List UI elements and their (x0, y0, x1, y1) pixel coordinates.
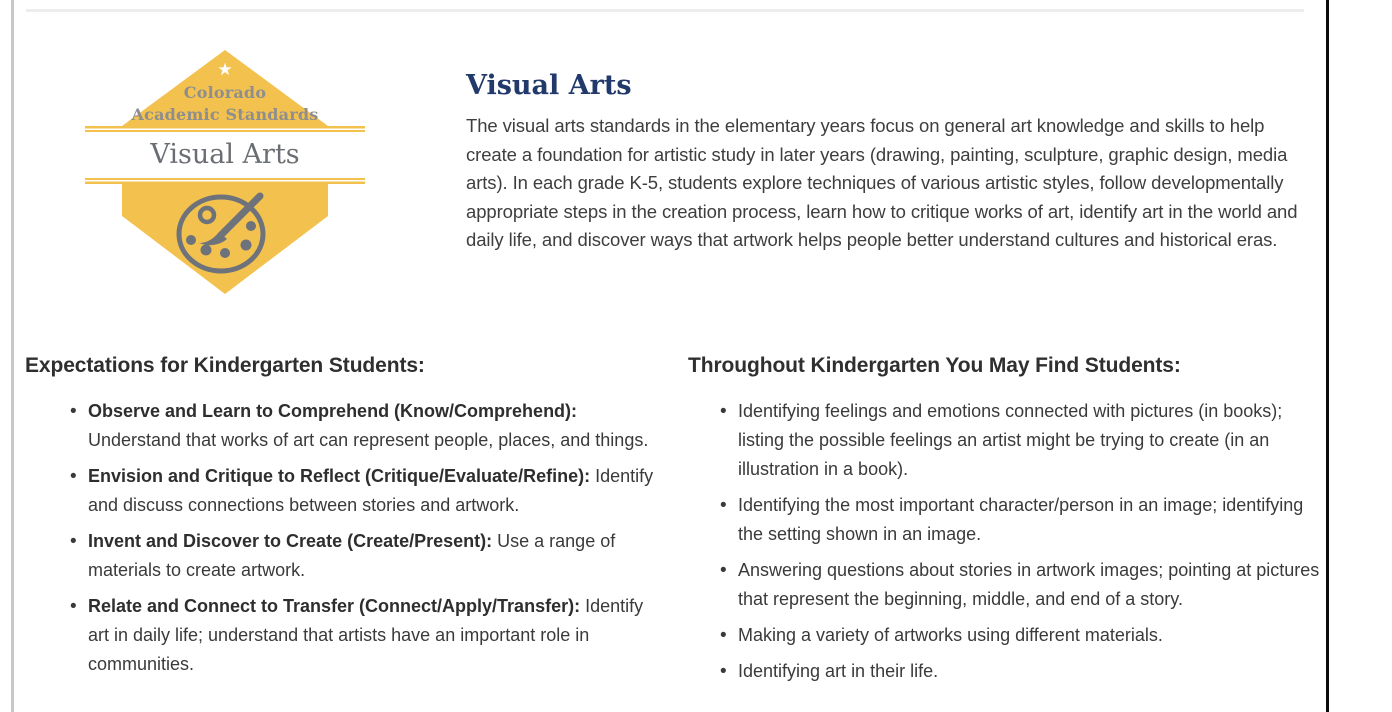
bullet-text: Understand that works of art can represent people, places, and things. (88, 430, 649, 450)
students-activities-section (688, 354, 1322, 693)
expectations-section (25, 354, 659, 686)
paint-palette-icon (165, 188, 285, 280)
list-item (88, 592, 659, 679)
intro-paragraph: The visual arts standards in the elementary years focus on general art knowledge and skills to help create a foundation for artistic study in later years (drawing, painting, sculpture, graphic design, media arts). In each grade K-5, students explore techniques of various artistic styles, follow developmentally appropriate steps in the creation process, learn how to critique works of art, identify art in the world and daily life, and discover ways that artwork helps people better understand cultures and historical eras. (466, 115, 1298, 250)
star-icon: ★ (217, 60, 233, 79)
expectations-heading: Expectations for Kindergarten Students: (25, 354, 425, 377)
bullet-text: Answering questions about stories in artwork images; pointing at pictures that represent the beginning, middle, and end of a story. (738, 560, 1320, 609)
bullet-text: Identifying art in their life. (738, 661, 939, 681)
bullet-text: Identify and discuss connections between stories and artwork. (88, 466, 654, 515)
cas-visual-arts-badge (85, 48, 365, 298)
badge-org-line1: Colorado (183, 83, 267, 102)
students-activities-heading: Throughout Kindergarten You May Find Students: (688, 354, 1181, 377)
bullet-text: Making a variety of artworks using different materials. (738, 625, 1163, 645)
bullet-bold-lead: Invent and Discover to Create (Create/Present): (88, 531, 493, 551)
bullet-text: Identifying the most important character/person in an image; identifying the setting shown in an image. (738, 495, 1304, 544)
bullet-text: Identifying feelings and emotions connected with pictures (in books); listing the possible feelings an artist might be trying to create (in an illustration in a book). (738, 401, 1283, 479)
list-item (738, 491, 1322, 549)
badge-org-line2: Academic Standards (131, 105, 319, 124)
list-item (738, 621, 1322, 650)
bullet-text: Use a range of materials to create artwork. (88, 531, 616, 580)
expectations-list (25, 397, 659, 679)
right-border-rule (1326, 0, 1329, 712)
list-item (738, 556, 1322, 614)
list-item (88, 462, 659, 520)
students-activities-list (688, 397, 1322, 686)
list-item (738, 397, 1322, 484)
badge-ribbon-label: Visual Arts (150, 139, 300, 170)
badge-ribbon (85, 126, 365, 184)
list-item (88, 527, 659, 585)
bullet-bold-lead: Envision and Critique to Reflect (Critique/Evaluate/Refine): (88, 466, 591, 486)
list-item (88, 397, 659, 455)
bullet-bold-lead: Relate and Connect to Transfer (Connect/Apply/Transfer): (88, 596, 581, 616)
left-border-rule (11, 0, 14, 712)
bullet-bold-lead: Observe and Learn to Comprehend (Know/Comprehend): (88, 401, 578, 421)
list-item (738, 657, 1322, 686)
top-border-rule (26, 9, 1304, 12)
bullet-text: Identify art in daily life; understand that artists have an important role in communities. (88, 596, 644, 674)
badge-org-name (85, 82, 365, 126)
page-title: Visual Arts (466, 70, 632, 101)
